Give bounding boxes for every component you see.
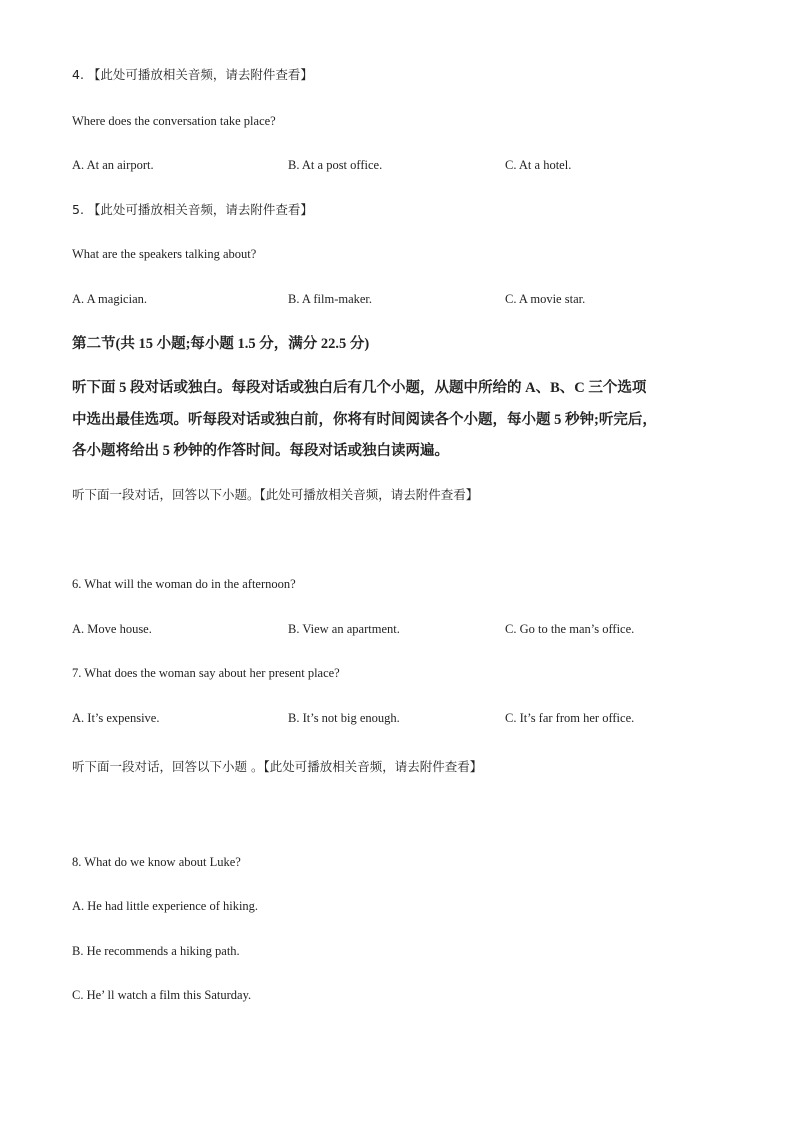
q7-option-a: A. It’s expensive. bbox=[72, 711, 160, 725]
q4-marker: 4. 【此处可播放相关音频，请去附件查看】 bbox=[72, 67, 313, 82]
q4-option-c: C. At a hotel. bbox=[505, 158, 572, 172]
dialog-1-prompt: 听下面一段对话，回答以下小题。【此处可播放相关音频，请去附件查看】 bbox=[72, 487, 479, 502]
q6-option-b: B. View an apartment. bbox=[288, 622, 400, 636]
q5-option-c: C. A movie star. bbox=[505, 292, 586, 306]
q7-question: 7. What does the woman say about her present place? bbox=[72, 666, 340, 680]
q8-option-a: A. He had little experience of hiking. bbox=[72, 899, 259, 913]
q4-option-a: A. At an airport. bbox=[72, 158, 154, 172]
q4-question: Where does the conversation take place? bbox=[72, 114, 276, 128]
q4-option-b: B. At a post office. bbox=[288, 158, 383, 172]
q6-option-a: A. Move house. bbox=[72, 622, 152, 636]
q5-option-a: A. A magician. bbox=[72, 292, 147, 306]
section-instructions-line-2: 中选出最佳选项。听每段对话或独白前，你将有时间阅读各个小题，每小题 5 秒钟;听完后， bbox=[72, 412, 657, 428]
dialog-2-prompt: 听下面一段对话，回答以下小题 。【此处可播放相关音频，请去附件查看】 bbox=[72, 759, 483, 774]
q6-option-c: C. Go to the man’s office. bbox=[505, 622, 635, 636]
q7-option-b: B. It’s not big enough. bbox=[288, 711, 400, 725]
q7-option-c: C. It’s far from her office. bbox=[505, 711, 635, 725]
q8-option-b: B. He recommends a hiking path. bbox=[72, 944, 240, 958]
q5-marker: 5. 【此处可播放相关音频，请去附件查看】 bbox=[72, 202, 313, 217]
section-title: 第二节(共 15 小题;每小题 1.5 分，满分 22.5 分) bbox=[72, 336, 370, 352]
section-instructions-line-1: 听下面 5 段对话或独白。每段对话或独白后有几个小题，从题中所给的 A、B、C 三个选项 bbox=[72, 380, 647, 396]
q5-question: What are the speakers talking about? bbox=[72, 247, 257, 261]
q8-option-c: C. He’ ll watch a film this Saturday. bbox=[72, 988, 252, 1002]
q6-question: 6. What will the woman do in the afternoon? bbox=[72, 577, 296, 591]
section-instructions-line-3: 各小题将给出 5 秒钟的作答时间。每段对话或独白读两遍。 bbox=[72, 443, 449, 459]
q8-question: 8. What do we know about Luke? bbox=[72, 855, 241, 869]
q5-option-b: B. A film-maker. bbox=[288, 292, 373, 306]
